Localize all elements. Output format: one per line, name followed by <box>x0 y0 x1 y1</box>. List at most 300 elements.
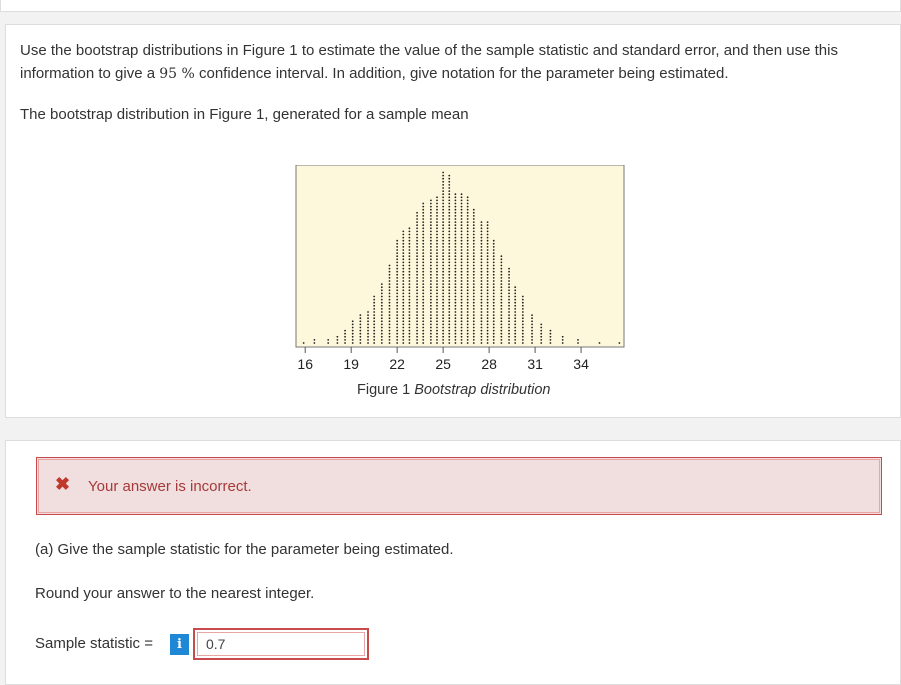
dot <box>436 320 438 322</box>
dot <box>430 268 432 270</box>
dot <box>389 296 391 298</box>
dot <box>481 317 483 319</box>
dot <box>389 293 391 295</box>
dot <box>430 255 432 257</box>
dot <box>442 175 444 177</box>
dot <box>436 237 438 239</box>
dot <box>336 342 338 344</box>
dot <box>381 320 383 322</box>
dot <box>396 265 398 267</box>
dot <box>402 258 404 260</box>
dot <box>467 196 469 198</box>
dot <box>500 305 502 307</box>
dot <box>416 324 418 326</box>
dot <box>493 308 495 310</box>
dot <box>430 265 432 267</box>
dot <box>416 314 418 316</box>
dot <box>467 317 469 319</box>
dot <box>442 289 444 291</box>
dot <box>448 283 450 285</box>
info-icon[interactable]: i <box>170 634 189 655</box>
dot <box>448 193 450 195</box>
dot <box>402 231 404 233</box>
dot <box>396 262 398 264</box>
dot <box>455 342 457 344</box>
dot <box>481 333 483 335</box>
dot <box>487 302 489 304</box>
dot <box>409 311 411 313</box>
dot <box>422 293 424 295</box>
dot <box>373 308 375 310</box>
dot <box>473 289 475 291</box>
dot <box>619 342 621 344</box>
dot <box>473 227 475 229</box>
dot <box>473 237 475 239</box>
dot <box>473 209 475 211</box>
dot <box>448 175 450 177</box>
dot <box>481 224 483 226</box>
dot <box>442 206 444 208</box>
dot <box>540 336 542 338</box>
dot <box>467 243 469 245</box>
dot <box>436 330 438 332</box>
dot <box>508 268 510 270</box>
dot <box>409 271 411 273</box>
dot <box>455 327 457 329</box>
dot <box>473 299 475 301</box>
dot <box>416 227 418 229</box>
dot <box>473 324 475 326</box>
dot <box>436 327 438 329</box>
dot <box>436 203 438 205</box>
dot <box>481 308 483 310</box>
dot <box>487 286 489 288</box>
dot <box>313 339 315 341</box>
dot <box>455 240 457 242</box>
dot <box>473 215 475 217</box>
dot <box>514 286 516 288</box>
dot <box>473 277 475 279</box>
dot <box>402 277 404 279</box>
dot <box>409 336 411 338</box>
dot <box>436 252 438 254</box>
dot <box>359 339 361 341</box>
dot <box>416 317 418 319</box>
dot <box>430 330 432 332</box>
dot <box>461 258 463 260</box>
dot <box>373 333 375 335</box>
dot <box>500 289 502 291</box>
dot <box>487 265 489 267</box>
dot <box>402 286 404 288</box>
dot <box>493 320 495 322</box>
answer-card <box>5 440 901 685</box>
dot <box>389 283 391 285</box>
dot <box>409 240 411 242</box>
dot <box>599 342 601 344</box>
x-tick-label: 31 <box>527 356 543 372</box>
dot <box>493 327 495 329</box>
dot <box>473 221 475 223</box>
dot <box>455 339 457 341</box>
dot <box>436 317 438 319</box>
dot <box>402 327 404 329</box>
dot <box>550 333 552 335</box>
dot <box>481 327 483 329</box>
dot <box>367 324 369 326</box>
dot <box>381 333 383 335</box>
dot <box>473 252 475 254</box>
dot <box>430 271 432 273</box>
dot <box>455 277 457 279</box>
sample-statistic-input[interactable] <box>193 628 369 660</box>
dot <box>436 296 438 298</box>
dot <box>448 314 450 316</box>
dot <box>467 308 469 310</box>
dot <box>473 302 475 304</box>
dot <box>402 262 404 264</box>
dot <box>416 342 418 344</box>
dot <box>467 293 469 295</box>
dot <box>531 327 533 329</box>
dot <box>461 240 463 242</box>
dot <box>481 339 483 341</box>
dot <box>402 255 404 257</box>
dot <box>422 299 424 301</box>
dot <box>367 317 369 319</box>
dot <box>416 231 418 233</box>
dot <box>389 305 391 307</box>
dot <box>430 317 432 319</box>
dot <box>461 333 463 335</box>
dot <box>448 184 450 186</box>
dot <box>442 196 444 198</box>
dot <box>493 339 495 341</box>
dot <box>493 324 495 326</box>
dot <box>522 311 524 313</box>
dot <box>461 203 463 205</box>
dot <box>461 237 463 239</box>
dot <box>430 258 432 260</box>
dot <box>562 342 564 344</box>
dot <box>402 271 404 273</box>
dot <box>409 299 411 301</box>
dot <box>455 193 457 195</box>
dot <box>493 255 495 257</box>
dot <box>461 215 463 217</box>
dot <box>436 231 438 233</box>
dot <box>442 296 444 298</box>
dot <box>467 324 469 326</box>
dot <box>422 209 424 211</box>
dot <box>522 299 524 301</box>
dot <box>493 243 495 245</box>
dot <box>402 339 404 341</box>
dot <box>467 296 469 298</box>
dot <box>373 339 375 341</box>
dot <box>442 240 444 242</box>
dot <box>500 268 502 270</box>
dot <box>514 330 516 332</box>
dot <box>336 336 338 338</box>
dot <box>473 296 475 298</box>
dot <box>461 339 463 341</box>
dot <box>473 258 475 260</box>
dot <box>442 234 444 236</box>
dot <box>448 209 450 211</box>
dot <box>481 243 483 245</box>
dot <box>409 308 411 310</box>
dot <box>461 302 463 304</box>
dot <box>473 327 475 329</box>
dot <box>514 324 516 326</box>
dot <box>442 268 444 270</box>
dot <box>409 274 411 276</box>
dot <box>436 262 438 264</box>
dot <box>481 336 483 338</box>
question-instructions: Use the bootstrap distributions in Figure 1 to estimate the value of the sample statistic and standard error, and then use this information to give a 95 % confidence interval. In addition, give notation for the parameter being estimated. <box>20 42 838 82</box>
dot <box>430 308 432 310</box>
dot <box>514 296 516 298</box>
dot <box>396 243 398 245</box>
dot <box>514 293 516 295</box>
dot <box>448 296 450 298</box>
previous-question-card <box>0 0 901 12</box>
dot <box>493 249 495 251</box>
dot <box>448 299 450 301</box>
dot <box>461 209 463 211</box>
dot <box>442 293 444 295</box>
dot <box>436 196 438 198</box>
dot <box>396 327 398 329</box>
dot <box>442 231 444 233</box>
dot <box>389 274 391 276</box>
dot <box>442 333 444 335</box>
dot <box>461 206 463 208</box>
dot <box>396 333 398 335</box>
dot <box>422 221 424 223</box>
dot <box>448 286 450 288</box>
dot <box>493 296 495 298</box>
dot <box>455 252 457 254</box>
dot <box>422 212 424 214</box>
dot <box>481 314 483 316</box>
dot <box>473 308 475 310</box>
dot <box>416 320 418 322</box>
dot <box>373 302 375 304</box>
dot <box>487 324 489 326</box>
dot <box>436 293 438 295</box>
dot <box>467 212 469 214</box>
dot <box>396 274 398 276</box>
dot <box>461 196 463 198</box>
dot <box>402 330 404 332</box>
dot <box>430 286 432 288</box>
dot <box>396 277 398 279</box>
dot <box>508 293 510 295</box>
dot <box>422 255 424 257</box>
dot <box>531 333 533 335</box>
dot <box>344 336 346 338</box>
sample-statistic-label: Sample statistic = <box>35 635 153 652</box>
dot <box>522 327 524 329</box>
dot <box>422 289 424 291</box>
dot <box>336 339 338 341</box>
dot <box>389 299 391 301</box>
dot <box>493 302 495 304</box>
dot <box>493 271 495 273</box>
dot <box>422 330 424 332</box>
dot <box>500 333 502 335</box>
dot <box>455 196 457 198</box>
dot <box>442 330 444 332</box>
dot <box>481 330 483 332</box>
dot <box>500 255 502 257</box>
dot <box>481 274 483 276</box>
dot <box>396 240 398 242</box>
dot <box>389 311 391 313</box>
dot <box>389 277 391 279</box>
dot <box>461 286 463 288</box>
dot <box>430 249 432 251</box>
dot <box>436 227 438 229</box>
x-tick-label: 16 <box>297 356 313 372</box>
dot <box>487 255 489 257</box>
dot <box>442 221 444 223</box>
dot <box>473 231 475 233</box>
dot <box>430 240 432 242</box>
dot <box>396 293 398 295</box>
dot <box>442 218 444 220</box>
dot <box>473 255 475 257</box>
dot <box>481 302 483 304</box>
dot <box>416 330 418 332</box>
dot <box>367 330 369 332</box>
dot <box>522 333 524 335</box>
dot <box>381 308 383 310</box>
dot <box>402 252 404 254</box>
dot <box>430 314 432 316</box>
dot <box>416 246 418 248</box>
dot <box>442 187 444 189</box>
dot <box>467 221 469 223</box>
dot <box>352 320 354 322</box>
dot <box>473 234 475 236</box>
dot <box>508 308 510 310</box>
dot <box>508 283 510 285</box>
dot <box>467 227 469 229</box>
dot <box>481 237 483 239</box>
dot <box>448 255 450 257</box>
dot <box>448 339 450 341</box>
dot <box>467 327 469 329</box>
dot <box>493 265 495 267</box>
dot <box>352 324 354 326</box>
dot <box>409 342 411 344</box>
dot <box>540 339 542 341</box>
dot <box>396 299 398 301</box>
dot <box>455 299 457 301</box>
dot <box>422 206 424 208</box>
dot <box>402 293 404 295</box>
dot <box>473 243 475 245</box>
dot <box>396 314 398 316</box>
dot <box>430 234 432 236</box>
dot <box>455 305 457 307</box>
dot <box>455 237 457 239</box>
dot <box>493 293 495 295</box>
dot <box>500 265 502 267</box>
dot <box>430 305 432 307</box>
dot <box>396 336 398 338</box>
dot <box>367 342 369 344</box>
dot <box>473 305 475 307</box>
dot <box>409 320 411 322</box>
dot <box>473 240 475 242</box>
dot <box>430 209 432 211</box>
dot <box>416 308 418 310</box>
rounding-instruction: Round your answer to the nearest integer. <box>35 585 315 602</box>
dot <box>461 320 463 322</box>
dot <box>540 333 542 335</box>
dot <box>352 336 354 338</box>
dot <box>430 227 432 229</box>
dot <box>436 274 438 276</box>
dot <box>352 327 354 329</box>
dot <box>436 218 438 220</box>
dot <box>508 342 510 344</box>
dot <box>473 314 475 316</box>
dot <box>448 218 450 220</box>
dot <box>455 249 457 251</box>
dot <box>481 234 483 236</box>
dot <box>461 314 463 316</box>
dot <box>396 255 398 257</box>
dot <box>344 333 346 335</box>
dot <box>436 289 438 291</box>
dot <box>402 240 404 242</box>
dot <box>455 320 457 322</box>
dot <box>487 277 489 279</box>
dot <box>422 339 424 341</box>
dot <box>493 333 495 335</box>
dot <box>473 320 475 322</box>
dot <box>493 246 495 248</box>
dot <box>442 305 444 307</box>
dot <box>422 271 424 273</box>
dot <box>416 336 418 338</box>
dot <box>402 320 404 322</box>
dot <box>487 333 489 335</box>
dot <box>448 206 450 208</box>
dot <box>436 336 438 338</box>
dot <box>436 324 438 326</box>
dot <box>359 333 361 335</box>
dot <box>461 231 463 233</box>
dot <box>416 237 418 239</box>
dot <box>442 327 444 329</box>
dot <box>487 224 489 226</box>
dot <box>461 289 463 291</box>
dot <box>402 283 404 285</box>
dot <box>448 293 450 295</box>
dot <box>442 246 444 248</box>
dot <box>473 224 475 226</box>
dot <box>448 181 450 183</box>
dot <box>455 262 457 264</box>
dot <box>481 246 483 248</box>
dot <box>373 311 375 313</box>
